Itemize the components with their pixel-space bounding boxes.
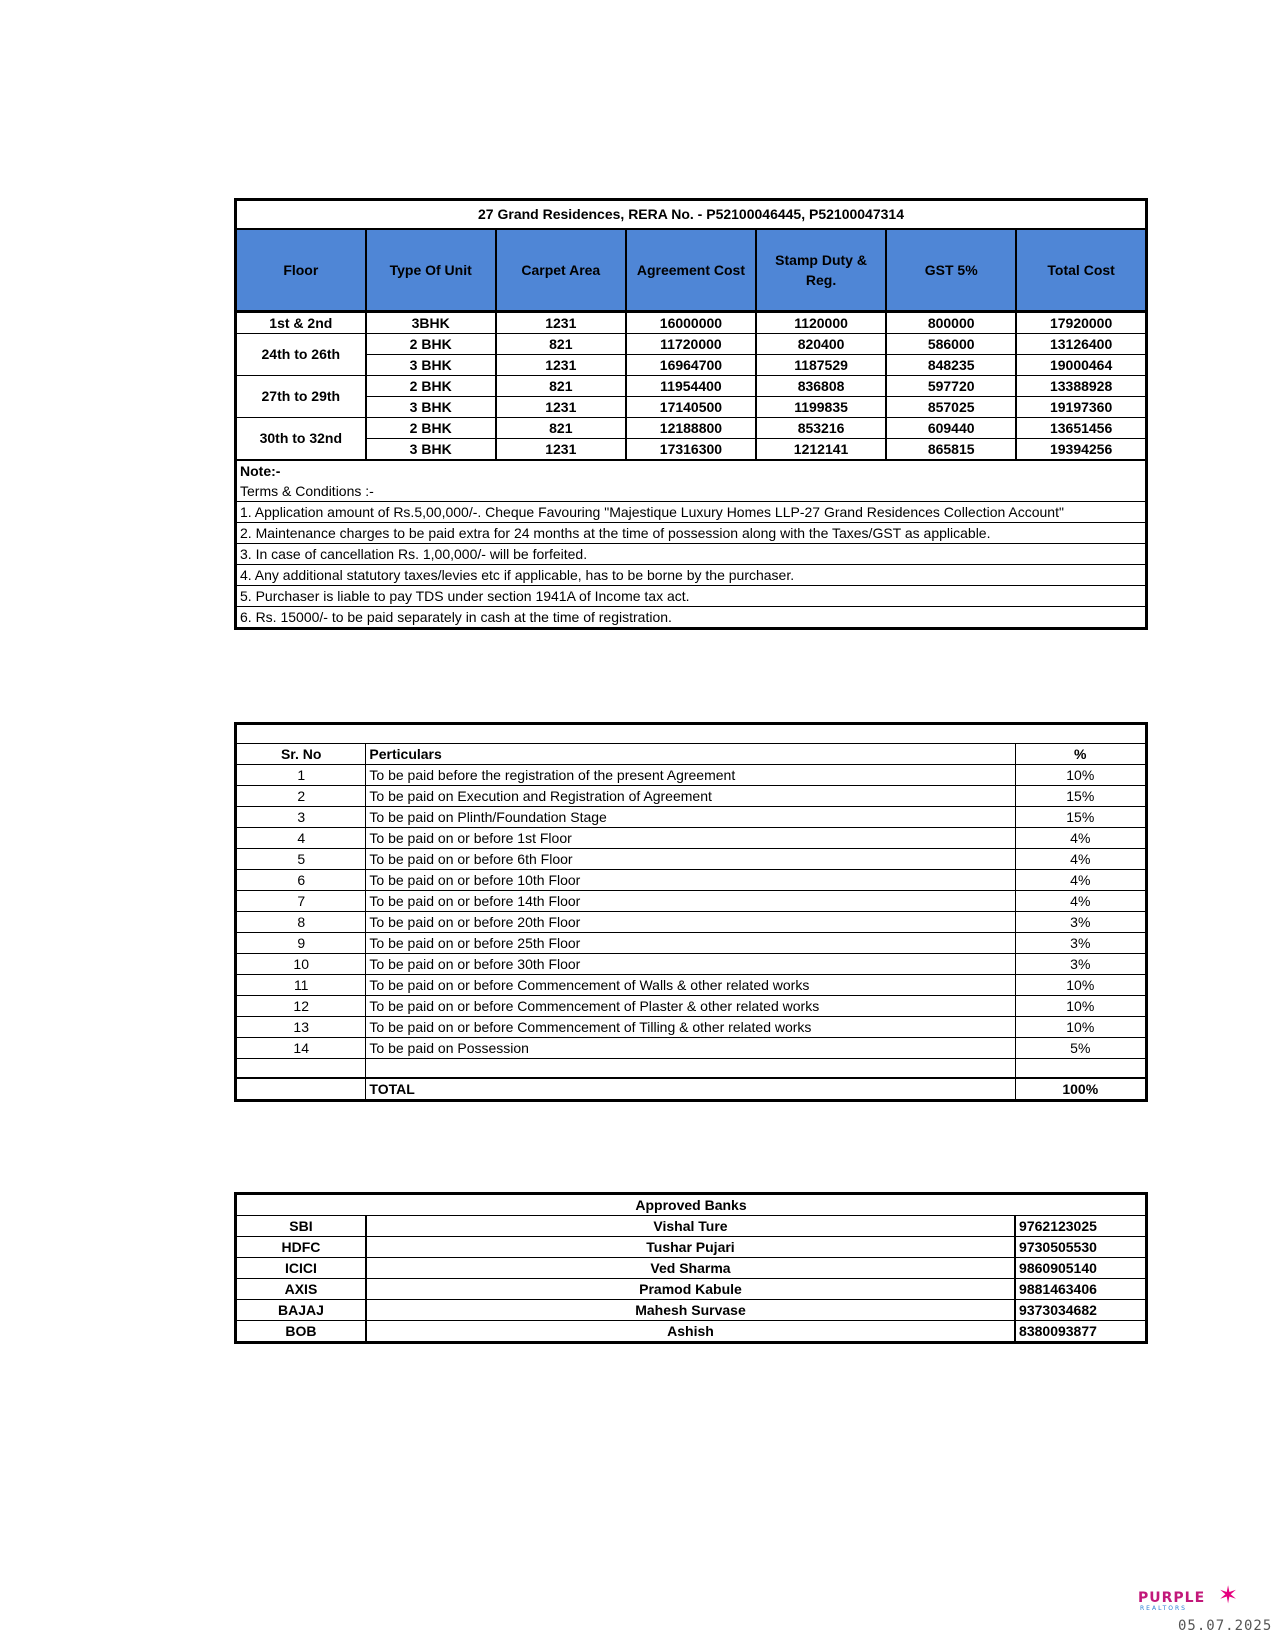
schedule-row — [236, 954, 1147, 975]
bank-phone: 9881463406 — [1015, 1279, 1146, 1300]
pricing-cell-gst: 800000 — [886, 312, 1016, 334]
schedule-particular: To be paid on or before 25th Floor — [366, 933, 1015, 954]
pricing-cell-carpet: 1231 — [496, 439, 626, 461]
floor-cell: 30th to 32nd — [236, 418, 366, 461]
pricing-cell-total: 13651456 — [1016, 418, 1146, 439]
bank-name: AXIS — [236, 1279, 366, 1300]
terms-label-row — [236, 481, 1147, 502]
pricing-col-header: Agreement Cost — [626, 229, 756, 312]
pricing-cell-total: 13388928 — [1016, 376, 1146, 397]
pricing-cell-gst: 597720 — [886, 376, 1016, 397]
pricing-row — [236, 439, 1147, 461]
schedule-particular: To be paid on or before Commencement of Walls & other related works — [366, 975, 1015, 996]
term-row — [236, 523, 1147, 544]
schedule-total-row — [236, 1078, 1147, 1101]
bank-row — [236, 1300, 1147, 1321]
bank-phone: 8380093877 — [1015, 1321, 1146, 1343]
bank-name: SBI — [236, 1216, 366, 1237]
terms-label: Terms & Conditions :- — [236, 481, 1147, 502]
schedule-row — [236, 765, 1147, 786]
banks-title: Approved Banks — [236, 1194, 1147, 1216]
term-row — [236, 607, 1147, 629]
bank-contact: Pramod Kabule — [366, 1279, 1015, 1300]
pricing-col-header: GST 5% — [886, 229, 1016, 312]
schedule-sr: 13 — [236, 1017, 366, 1038]
schedule-sr: 6 — [236, 870, 366, 891]
pricing-cell-agreement: 12188800 — [626, 418, 756, 439]
pricing-cell-carpet: 1231 — [496, 397, 626, 418]
pricing-title: 27 Grand Residences, RERA No. - P52100046445, P52100047314 — [236, 200, 1147, 230]
term-row — [236, 544, 1147, 565]
blank-cell — [1015, 1059, 1146, 1079]
schedule-particular: To be paid on or before 10th Floor — [366, 870, 1015, 891]
pricing-cell-stamp: 1120000 — [756, 312, 886, 334]
pricing-cell-carpet: 821 — [496, 376, 626, 397]
approved-banks-table — [234, 1192, 1148, 1344]
schedule-sr: 9 — [236, 933, 366, 954]
total-label: TOTAL — [366, 1078, 1015, 1101]
schedule-particular: To be paid on or before 14th Floor — [366, 891, 1015, 912]
schedule-row — [236, 870, 1147, 891]
term-item: 2. Maintenance charges to be paid extra for 24 months at the time of possession along with the Taxes/GST as applicable. — [236, 523, 1147, 544]
bank-contact: Mahesh Survase — [366, 1300, 1015, 1321]
bank-row — [236, 1216, 1147, 1237]
schedule-blank-row — [236, 1059, 1147, 1079]
schedule-percent: 15% — [1015, 807, 1146, 828]
pricing-table — [234, 198, 1148, 630]
schedule-header-percent: % — [1015, 744, 1146, 765]
pricing-row — [236, 397, 1147, 418]
purple-realtors-logo — [1138, 1582, 1238, 1616]
blank-cell — [236, 1059, 366, 1079]
pricing-cell-type: 2 BHK — [366, 334, 496, 355]
term-item: 1. Application amount of Rs.5,00,000/-. Cheque Favouring "Majestique Luxury Homes LLP-27 Grand Residences Collection Account" — [236, 502, 1147, 523]
schedule-sr: 10 — [236, 954, 366, 975]
pricing-cell-total: 19000464 — [1016, 355, 1146, 376]
bank-row — [236, 1321, 1147, 1343]
bank-contact: Ved Sharma — [366, 1258, 1015, 1279]
blank-cell — [236, 1078, 366, 1101]
schedule-particular: To be paid on Possession — [366, 1038, 1015, 1059]
schedule-particular: To be paid on Execution and Registration of Agreement — [366, 786, 1015, 807]
schedule-blank-header — [236, 724, 1147, 744]
blank-cell — [366, 1059, 1015, 1079]
schedule-percent: 10% — [1015, 975, 1146, 996]
schedule-percent: 5% — [1015, 1038, 1146, 1059]
schedule-sr: 8 — [236, 912, 366, 933]
bank-row — [236, 1237, 1147, 1258]
bank-phone: 9730505530 — [1015, 1237, 1146, 1258]
pricing-cell-agreement: 11720000 — [626, 334, 756, 355]
schedule-sr: 1 — [236, 765, 366, 786]
schedule-row — [236, 828, 1147, 849]
schedule-row — [236, 807, 1147, 828]
schedule-percent: 15% — [1015, 786, 1146, 807]
schedule-sr: 12 — [236, 996, 366, 1017]
schedule-row — [236, 933, 1147, 954]
bank-name: BAJAJ — [236, 1300, 366, 1321]
bank-row — [236, 1258, 1147, 1279]
schedule-percent: 3% — [1015, 933, 1146, 954]
schedule-particular: To be paid before the registration of the present Agreement — [366, 765, 1015, 786]
floor-cell: 24th to 26th — [236, 334, 366, 376]
schedule-percent: 4% — [1015, 849, 1146, 870]
bank-contact: Vishal Ture — [366, 1216, 1015, 1237]
term-item: 4. Any additional statutory taxes/levies etc if applicable, has to be borne by the purchaser. — [236, 565, 1147, 586]
bank-name: ICICI — [236, 1258, 366, 1279]
schedule-sr: 2 — [236, 786, 366, 807]
schedule-row — [236, 1017, 1147, 1038]
pricing-row — [236, 418, 1147, 439]
pricing-cell-total: 19197360 — [1016, 397, 1146, 418]
pricing-cell-carpet: 821 — [496, 334, 626, 355]
pricing-col-header: Total Cost — [1016, 229, 1146, 312]
pricing-cell-type: 2 BHK — [366, 376, 496, 397]
pricing-cell-total: 13126400 — [1016, 334, 1146, 355]
term-item: 5. Purchaser is liable to pay TDS under section 1941A of Income tax act. — [236, 586, 1147, 607]
bank-contact: Ashish — [366, 1321, 1015, 1343]
schedule-percent: 4% — [1015, 828, 1146, 849]
schedule-percent: 10% — [1015, 1017, 1146, 1038]
schedule-particular: To be paid on Plinth/Foundation Stage — [366, 807, 1015, 828]
schedule-percent: 3% — [1015, 912, 1146, 933]
pricing-cell-gst: 586000 — [886, 334, 1016, 355]
pricing-col-header: Carpet Area — [496, 229, 626, 312]
pricing-cell-gst: 857025 — [886, 397, 1016, 418]
schedule-sr: 4 — [236, 828, 366, 849]
schedule-particular: To be paid on or before 30th Floor — [366, 954, 1015, 975]
pricing-cell-agreement: 17140500 — [626, 397, 756, 418]
pricing-row — [236, 355, 1147, 376]
schedule-row — [236, 849, 1147, 870]
pricing-cell-carpet: 821 — [496, 418, 626, 439]
term-row — [236, 565, 1147, 586]
schedule-particular: To be paid on or before Commencement of Tilling & other related works — [366, 1017, 1015, 1038]
pricing-cell-agreement: 17316300 — [626, 439, 756, 461]
pricing-col-header: Floor — [236, 229, 366, 312]
pricing-cell-type: 3 BHK — [366, 439, 496, 461]
star-logo-icon: ✶ — [1218, 1582, 1239, 1609]
term-item: 3. In case of cancellation Rs. 1,00,000/- will be forfeited. — [236, 544, 1147, 565]
pricing-cell-type: 3 BHK — [366, 397, 496, 418]
pricing-col-header: Type Of Unit — [366, 229, 496, 312]
schedule-sr: 5 — [236, 849, 366, 870]
schedule-percent: 4% — [1015, 870, 1146, 891]
schedule-row — [236, 1038, 1147, 1059]
pricing-cell-stamp: 1212141 — [756, 439, 886, 461]
floor-cell: 27th to 29th — [236, 376, 366, 418]
pricing-cell-type: 2 BHK — [366, 418, 496, 439]
bank-row — [236, 1279, 1147, 1300]
bank-phone: 9762123025 — [1015, 1216, 1146, 1237]
bank-phone: 9860905140 — [1015, 1258, 1146, 1279]
pricing-cell-total: 19394256 — [1016, 439, 1146, 461]
total-percent: 100% — [1015, 1078, 1146, 1101]
pricing-row — [236, 312, 1147, 334]
bank-contact: Tushar Pujari — [366, 1237, 1015, 1258]
bank-phone: 9373034682 — [1015, 1300, 1146, 1321]
pricing-cell-stamp: 1199835 — [756, 397, 886, 418]
schedule-particular: To be paid on or before Commencement of Plaster & other related works — [366, 996, 1015, 1017]
schedule-row — [236, 975, 1147, 996]
schedule-row — [236, 996, 1147, 1017]
schedule-percent: 3% — [1015, 954, 1146, 975]
pricing-col-header: Stamp Duty & Reg. — [756, 229, 886, 312]
pricing-cell-carpet: 1231 — [496, 312, 626, 334]
pricing-row — [236, 376, 1147, 397]
document-date: 05.07.2025 — [1178, 1618, 1273, 1634]
schedule-sr: 11 — [236, 975, 366, 996]
pricing-cell-type: 3 BHK — [366, 355, 496, 376]
pricing-cell-total: 17920000 — [1016, 312, 1146, 334]
schedule-header-particulars: Perticulars — [366, 744, 1015, 765]
pricing-cell-gst: 609440 — [886, 418, 1016, 439]
pricing-cell-agreement: 11954400 — [626, 376, 756, 397]
schedule-particular: To be paid on or before 6th Floor — [366, 849, 1015, 870]
pricing-cell-stamp: 1187529 — [756, 355, 886, 376]
term-row — [236, 502, 1147, 523]
note-label: Note:- — [236, 460, 1147, 481]
pricing-cell-gst: 865815 — [886, 439, 1016, 461]
floor-cell: 1st & 2nd — [236, 312, 366, 334]
schedule-sr: 3 — [236, 807, 366, 828]
schedule-percent: 4% — [1015, 891, 1146, 912]
pricing-cell-stamp: 836808 — [756, 376, 886, 397]
schedule-particular: To be paid on or before 20th Floor — [366, 912, 1015, 933]
pricing-cell-gst: 848235 — [886, 355, 1016, 376]
term-row — [236, 586, 1147, 607]
pricing-cell-agreement: 16000000 — [626, 312, 756, 334]
pricing-cell-stamp: 820400 — [756, 334, 886, 355]
schedule-row — [236, 912, 1147, 933]
schedule-sr: 14 — [236, 1038, 366, 1059]
schedule-particular: To be paid on or before 1st Floor — [366, 828, 1015, 849]
logo-text: PURPLE — [1138, 1590, 1206, 1606]
term-item: 6. Rs. 15000/- to be paid separately in cash at the time of registration. — [236, 607, 1147, 629]
schedule-percent: 10% — [1015, 765, 1146, 786]
schedule-percent: 10% — [1015, 996, 1146, 1017]
pricing-cell-stamp: 853216 — [756, 418, 886, 439]
schedule-row — [236, 891, 1147, 912]
bank-name: HDFC — [236, 1237, 366, 1258]
bank-name: BOB — [236, 1321, 366, 1343]
pricing-cell-agreement: 16964700 — [626, 355, 756, 376]
payment-schedule-table — [234, 722, 1148, 1102]
schedule-sr: 7 — [236, 891, 366, 912]
schedule-row — [236, 786, 1147, 807]
schedule-header-sr: Sr. No — [236, 744, 366, 765]
pricing-cell-carpet: 1231 — [496, 355, 626, 376]
note-row — [236, 460, 1147, 481]
logo-subtext: REALTORS — [1140, 1605, 1187, 1612]
pricing-row — [236, 334, 1147, 355]
pricing-cell-type: 3BHK — [366, 312, 496, 334]
